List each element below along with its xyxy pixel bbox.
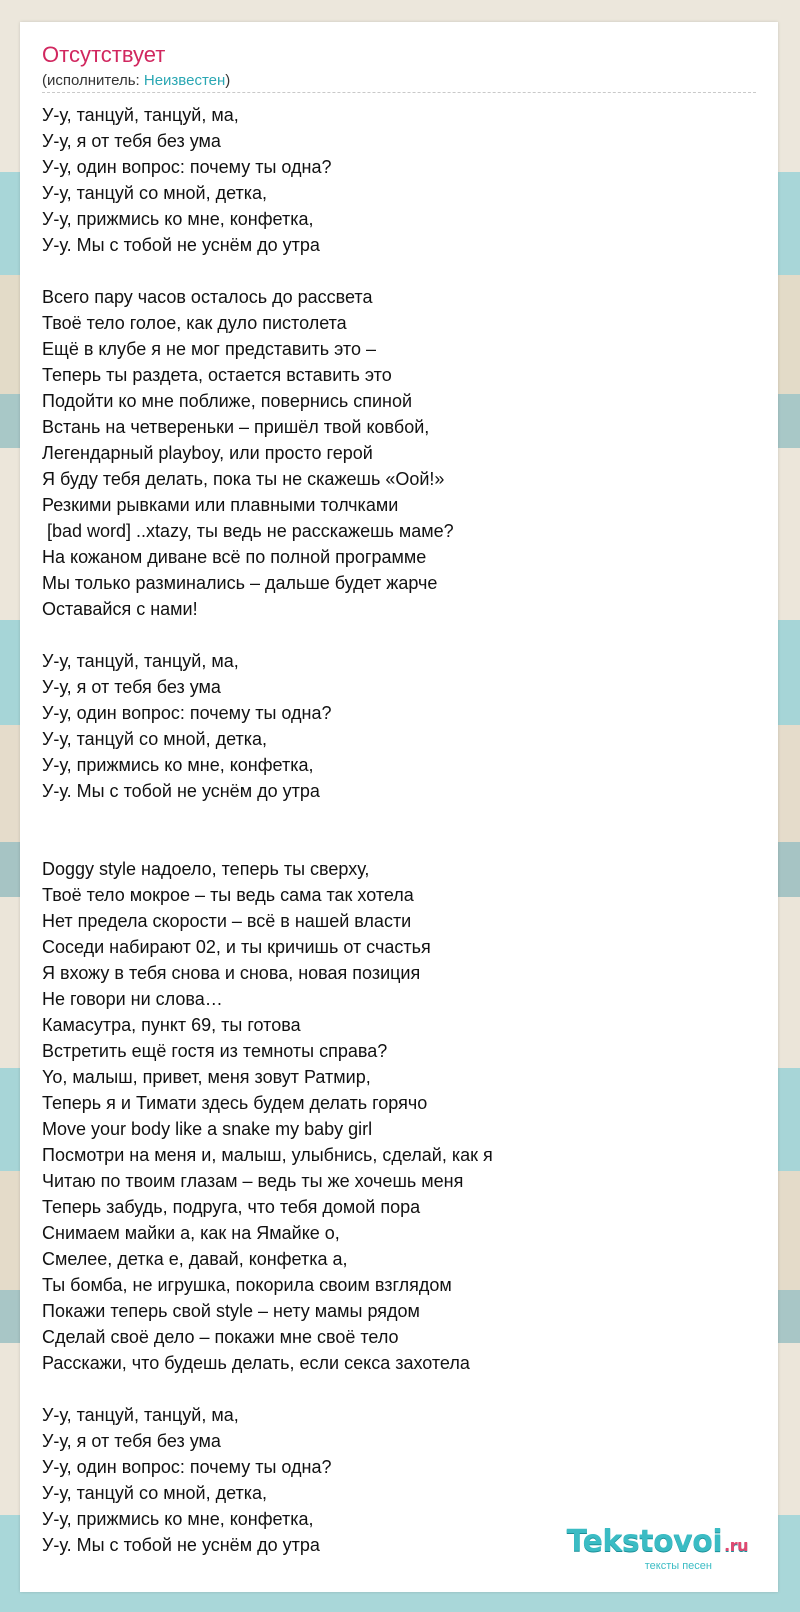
lyric-line [42, 622, 742, 648]
lyric-line: Doggy style надоело, теперь ты сверху, [42, 859, 370, 879]
lyric-line: [bad word] ..xtazy, ты ведь не расскажешь маме? [42, 521, 454, 541]
lyric-line: Расскажи, что будешь делать, если секса захотела [42, 1353, 470, 1373]
lyric-line: У-у, я от тебя без ума [42, 131, 221, 151]
logo-tagline: тексты песен [644, 1560, 712, 1572]
lyric-line: У-у, танцуй со мной, детка, [42, 183, 268, 203]
lyric-line: Ещё в клубе я не мог представить это – [42, 339, 376, 359]
lyric-line: Теперь ты раздета, остается вставить это [42, 365, 392, 385]
lyric-line: У-у, танцуй, танцуй, ма, [42, 651, 239, 671]
lyric-line: На кожаном диване всё по полной программе [42, 547, 427, 567]
artist-link[interactable]: Неизвестен [143, 72, 226, 89]
lyric-line: У-у, танцуй, танцуй, ма, [42, 1405, 239, 1425]
lyric-line: У-у. Мы с тобой не уснём до утра [42, 235, 320, 255]
lyric-line: У-у, танцуй со мной, детка, [42, 1483, 268, 1503]
lyric-line: Твоё тело голое, как дуло пистолета [42, 313, 347, 333]
lyric-line: Снимаем майки а, как на Ямайке о, [42, 1223, 340, 1243]
lyric-line: У-у, один вопрос: почему ты одна? [42, 703, 332, 723]
lyric-line: У-у, я от тебя без ума [42, 677, 221, 697]
lyric-line [42, 258, 742, 284]
artist-line [42, 72, 230, 90]
lyric-line: У-у, я от тебя без ума [42, 1431, 221, 1451]
lyric-line: У-у, танцуй со мной, детка, [42, 729, 268, 749]
lyric-line: Резкими рывками или плавными толчками [42, 495, 399, 515]
lyric-line: У-у, один вопрос: почему ты одна? [42, 157, 332, 177]
lyric-line: Встретить ещё гостя из темноты справа? [42, 1041, 388, 1061]
lyric-line: Я буду тебя делать, пока ты не скажешь «Оой!» [42, 469, 445, 489]
lyrics-card [20, 22, 778, 1592]
lyric-line: У-у, прижмись ко мне, конфетка, [42, 209, 314, 229]
lyric-line: Оставайся с нами! [42, 599, 198, 619]
lyric-line: Камасутра, пункт 69, ты готова [42, 1015, 301, 1035]
song-title: Отсутствует [42, 42, 166, 67]
lyric-line: Не говори ни слова… [42, 989, 223, 1009]
lyric-line: Move your body like a snake my baby girl [42, 1119, 373, 1139]
lyric-line: У-у, один вопрос: почему ты одна? [42, 1457, 332, 1477]
lyric-line: Всего пару часов осталось до рассвета [42, 287, 373, 307]
lyric-line: Читаю по твоим глазам – ведь ты же хочешь меня [42, 1171, 464, 1191]
lyric-line: У-у. Мы с тобой не уснём до утра [42, 781, 320, 801]
lyric-line: Нет предела скорости – всё в нашей власти [42, 911, 412, 931]
title-divider [42, 92, 756, 93]
lyric-line: Встань на четвереньки – пришёл твой ковбой, [42, 417, 430, 437]
lyric-line: Смелее, детка е, давай, конфетка а, [42, 1249, 348, 1269]
site-logo[interactable] [567, 1526, 748, 1572]
lyric-line: У-у, прижмись ко мне, конфетка, [42, 755, 314, 775]
artist-suffix: ) [225, 72, 231, 89]
lyric-line: Легендарный playboy, или просто герой [42, 443, 373, 463]
lyric-line: Соседи набирают 02, и ты кричишь от счастья [42, 937, 431, 957]
lyric-line: Теперь забудь, подруга, что тебя домой пора [42, 1197, 421, 1217]
lyric-line: Мы только разминались – дальше будет жарче [42, 573, 438, 593]
lyric-line: Я вхожу в тебя снова и снова, новая позиция [42, 963, 421, 983]
lyric-line: Теперь я и Тимати здесь будем делать горячо [42, 1093, 428, 1113]
lyric-line: Сделай своё дело – покажи мне своё тело [42, 1327, 399, 1347]
logo-wordmark: Tekstovoi [566, 1524, 723, 1559]
lyric-line [42, 804, 742, 830]
lyric-line: Ты бомба, не игрушка, покорила своим взглядом [42, 1275, 452, 1295]
lyrics-text [42, 102, 742, 1558]
lyric-line [42, 830, 742, 856]
lyric-line: Yo, малыш, привет, меня зовут Ратмир, [42, 1067, 371, 1087]
lyric-line: У-у, танцуй, танцуй, ма, [42, 105, 239, 125]
lyric-line: Подойти ко мне поближе, повернись спиной [42, 391, 413, 411]
logo-domain: .ru [724, 1536, 748, 1555]
lyric-line: У-у, прижмись ко мне, конфетка, [42, 1509, 314, 1529]
lyric-line: Посмотри на меня и, малыш, улыбнись, сделай, как я [42, 1145, 493, 1165]
lyric-line: Покажи теперь свой style – нету мамы рядом [42, 1301, 420, 1321]
artist-prefix: (исполнитель: [42, 72, 144, 89]
lyric-line: У-у. Мы с тобой не уснём до утра [42, 1535, 320, 1555]
lyric-line [42, 1376, 742, 1402]
lyric-line: Твоё тело мокрое – ты ведь сама так хотела [42, 885, 414, 905]
